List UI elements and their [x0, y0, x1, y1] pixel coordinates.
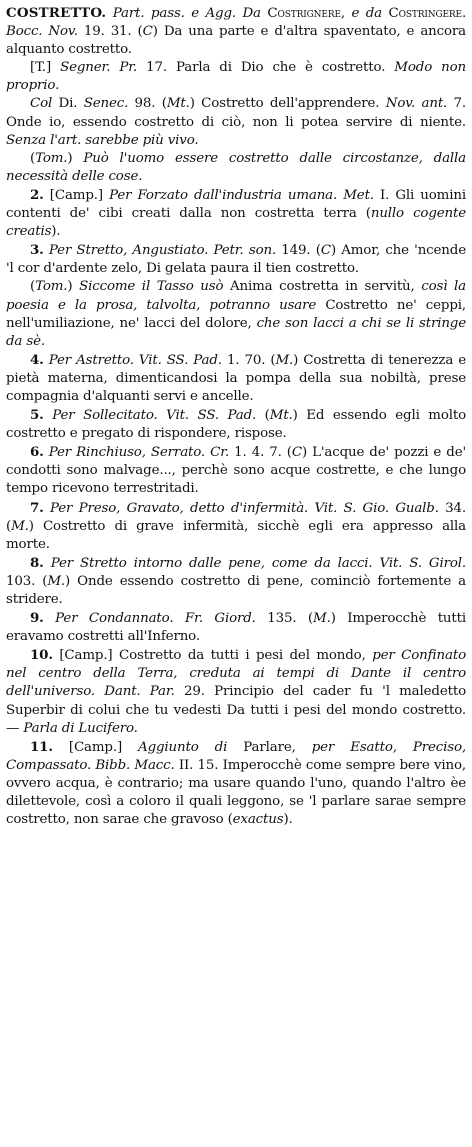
- text-run: ) Costretta di tenerezza e pietà materna, dimenticandosi la pompa della sua nobiltà, prese compagnia d'alquanti servi e ancelle.: [6, 352, 467, 404]
- sense-number: 8.: [30, 554, 44, 571]
- text-run: Per Forzato dall'industria umana. Met.: [109, 187, 374, 203]
- text-run: Parlare,: [227, 739, 312, 755]
- text-run: I. Gli uomini contenti de' cibi creati dalla non costretta terra (: [6, 187, 466, 222]
- text-run: ): [67, 150, 84, 166]
- text-run: 149. (: [276, 243, 321, 259]
- sense-number: 3.: [30, 242, 44, 259]
- text-run: [Camp.]: [43, 187, 110, 203]
- text-run: e da: [351, 6, 382, 21]
- sense-paragraph: [6, 738, 466, 829]
- text-run: che son lacci a chi se li stringe da sè.: [6, 315, 467, 349]
- text-run: M.: [313, 611, 331, 627]
- text-run: Per Astretto. Vit. SS. Pad.: [48, 352, 222, 368]
- text-run: ) Imperocchè tutti eravamo costretti all'Inferno.: [6, 611, 466, 645]
- sense-number: 9.: [30, 610, 44, 627]
- sense-paragraph: [6, 554, 466, 609]
- text-run: Può l'uomo essere costretto dalle circostanze, dalla necessità delle cose.: [6, 150, 466, 184]
- sense-number: 11.: [30, 738, 53, 755]
- text-run: 19. 31. (: [77, 24, 143, 40]
- text-run: 17. Parla di Dio che è costretto.: [137, 60, 395, 76]
- sense-paragraph: [6, 351, 466, 406]
- sense-paragraph: [6, 150, 466, 186]
- text-run: ) Onde essendo costretto di pene, cominciò fortemente a stridere.: [6, 573, 466, 607]
- dictionary-entry: [6, 4, 466, 829]
- text-run: ).: [283, 812, 293, 828]
- sense-paragraph: [6, 499, 466, 554]
- text-run: C: [142, 24, 153, 40]
- text-run: M.: [275, 352, 294, 368]
- text-run: Mt.: [269, 408, 293, 424]
- text-run: exactus: [232, 812, 284, 828]
- text-run: Costringere.: [388, 6, 467, 21]
- text-run: (: [30, 279, 36, 295]
- text-run: ) Costretto dell'apprendere.: [189, 96, 386, 112]
- sense-number: 5.: [30, 407, 44, 424]
- sense-paragraph: [6, 646, 466, 737]
- text-run: [44, 611, 55, 626]
- text-run: Tom.: [35, 150, 68, 166]
- text-run: ) Amor, che 'ncende 'l cor d'ardente zelo, Di gelata paura il tien costretto.: [6, 243, 466, 277]
- sense-paragraph: [6, 406, 466, 443]
- text-run: II. 15. Imperocchè come sempre bere vino, ovvero acqua, è contrario; ma usare quando l'uno, quando l'altro èe dilettevole, così a coloro il quali leggono, se 'l parlare sarae sempre costretto, non sarae che gravoso (: [6, 757, 466, 828]
- sense-number: 10.: [30, 647, 53, 664]
- sense-paragraph: [6, 609, 466, 646]
- sense-paragraph: [6, 186, 466, 241]
- text-run: 103. (: [6, 573, 48, 589]
- text-run: Per Stretto, Angustiato. Petr. son.: [48, 243, 277, 259]
- text-run: ): [67, 279, 80, 295]
- text-run: (: [256, 408, 270, 424]
- text-run: Di.: [52, 96, 84, 112]
- text-run: Bocc. Nov.: [6, 24, 78, 40]
- text-run: Col: [30, 96, 53, 112]
- text-run: [T.]: [30, 60, 61, 76]
- text-run: Parla di Lucifero.: [23, 720, 138, 736]
- text-run: Senec.: [83, 96, 129, 112]
- text-run: 34. (: [6, 500, 467, 534]
- sense-paragraph: [6, 59, 466, 95]
- headword: COSTRETTO.: [6, 5, 107, 21]
- text-run: per Confinato nel centro della Terra, creduta ai tempi di Dante il centro dell'universo. Dant. Par.: [6, 648, 466, 700]
- text-run: [Camp.] Costretto da tutti i pesi del mondo,: [52, 648, 373, 664]
- text-run: Per Sollecitato. Vit. SS. Pad.: [52, 408, 257, 424]
- text-run: ) L'acque de' pozzi e de' condotti sono malvage..., perchè sono acque costrette, e che lungo tempo ricevono terrestritadi.: [6, 445, 466, 497]
- text-run: M.: [11, 518, 29, 534]
- text-run: [Camp.]: [52, 739, 139, 755]
- text-run: Tom.: [35, 279, 68, 295]
- text-run: Senza l'art. sarebbe più vivo.: [6, 132, 199, 148]
- text-run: Costrignere,: [267, 6, 345, 21]
- text-run: 135. (: [255, 611, 314, 627]
- text-run: Costretto ne' ceppi, nell'umiliazione, ne' lacci del dolore,: [6, 297, 466, 331]
- text-run: nullo cogente creatis: [6, 206, 467, 240]
- text-run: Anima costretta in servitù,: [223, 279, 422, 295]
- text-run: Modo non proprio.: [6, 60, 466, 94]
- text-run: per Esatto, Preciso, Compassato. Bibb. Macc.: [6, 739, 466, 773]
- text-run: Mt.: [166, 96, 190, 112]
- text-run: ) Costretto di grave infermità, sicchè egli era appresso alla morte.: [6, 518, 466, 552]
- sense-paragraph: [6, 95, 466, 149]
- entry-headword-paragraph: [6, 4, 466, 59]
- text-run: ) Ed essendo egli molto costretto e pregato di rispondere, rispose.: [6, 408, 467, 442]
- text-run: 98. (: [128, 96, 167, 112]
- text-run: Part. pass. e Agg. Da: [112, 6, 261, 21]
- sense-number: 6.: [30, 444, 44, 461]
- text-run: 1. 70. (: [221, 352, 276, 368]
- text-run: 29. Principio del cader fu 'l maledetto Superbir di colui che tu vedesti Da tutti i pesi del mondo costretto. —: [6, 684, 466, 736]
- text-run: [44, 408, 53, 423]
- text-run: Nov. ant.: [385, 96, 448, 112]
- text-run: Siccome il Tasso usò: [79, 279, 224, 295]
- text-run: ).: [51, 224, 61, 240]
- sense-paragraph: [6, 443, 466, 498]
- text-run: 1. 4. 7. (: [229, 445, 292, 461]
- text-run: M.: [47, 573, 66, 589]
- text-run: Per Preso, Gravato, detto d'infermità. Vit. S. Gio. Gualb.: [50, 500, 439, 516]
- text-run: Per Stretto intorno dalle pene, come da lacci. Vit. S. Girol.: [50, 555, 467, 571]
- text-run: Segner. Pr.: [60, 60, 138, 76]
- sense-number: 4.: [30, 351, 44, 368]
- text-run: Per Rinchiuso, Serrato. Cr.: [48, 445, 230, 461]
- sense-paragraph: [6, 241, 466, 278]
- sense-number: 7.: [30, 499, 44, 516]
- text-run: ) Da una parte e d'altra spaventato, e ancora alquanto costretto.: [6, 24, 466, 58]
- text-run: C: [320, 243, 331, 259]
- text-run: Aggiunto di: [138, 739, 228, 755]
- text-run: 7. Onde io, essendo costretto di ciò, non li potea servire di niente.: [6, 96, 467, 130]
- sense-paragraph: [6, 278, 466, 350]
- text-run: C: [291, 445, 302, 461]
- text-run: [44, 556, 51, 571]
- text-run: Per Condannato. Fr. Giord.: [55, 611, 256, 627]
- text-run: (: [30, 150, 36, 166]
- text-run: così la poesia e la prosa, talvolta, potranno usare: [6, 279, 466, 313]
- sense-number: 2.: [30, 186, 44, 203]
